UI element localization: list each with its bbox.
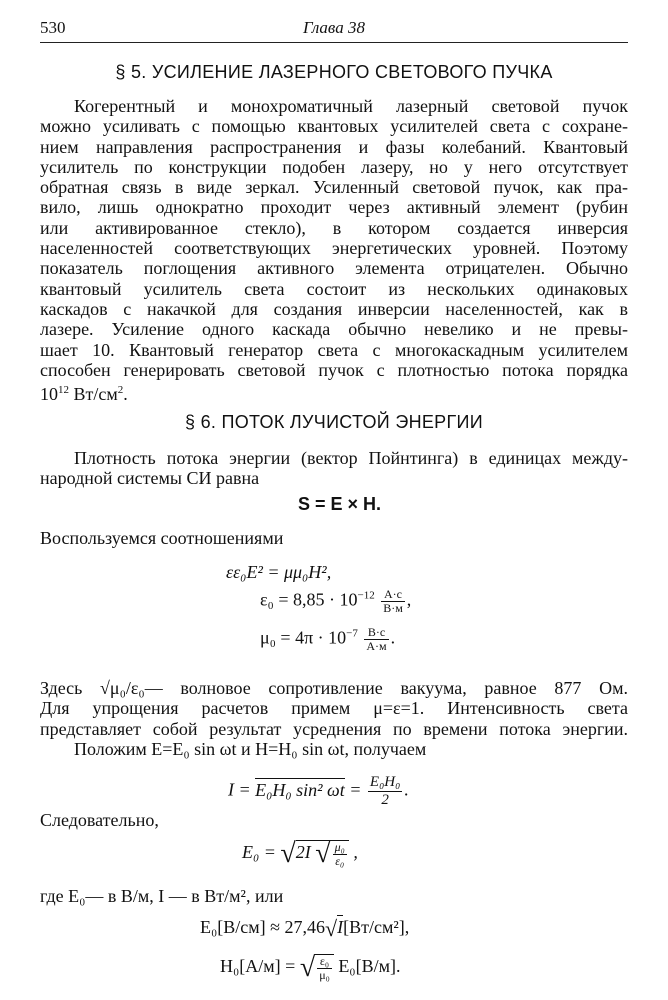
text-line: можно усиливать с помощью квантовых усилителей света с сохране- bbox=[40, 116, 628, 137]
text-line: $10^{12}$ $Вт/см^2$. bbox=[40, 384, 128, 405]
time-average-bar: E₀H₀ sin² ωt bbox=[255, 779, 345, 800]
section-5-paragraph bbox=[40, 96, 628, 404]
formula-energy-balance: εε₀E² = μμ₀H², bbox=[226, 562, 332, 582]
text-line: обратная связь в виде зеркал. Усиленный световой пучок, как пра- bbox=[40, 177, 628, 198]
text-line: Плотность потока энергии (вектор Пойнтинга) в единицах между- bbox=[74, 448, 628, 468]
relations-lead: Воспользуемся соотношениями bbox=[40, 528, 284, 548]
text-line: шает 10. Квантовый генератор света с многокаскадным усилителем bbox=[40, 339, 628, 360]
text-line: Для упрощения расчетов примем μ=ε=1. Интенсивность света bbox=[40, 698, 628, 719]
sqrt-sign: √ bbox=[325, 916, 338, 941]
text-line: каскадов с накачкой для создания инверсии населенностей, как в bbox=[40, 298, 628, 319]
unit-fraction: $\frac{А\cdot с}{В\cdot м}$ bbox=[383, 587, 403, 615]
sqrt-sign: √ bbox=[299, 952, 316, 983]
text-line: способен генерировать световой пучок с плотностью потока порядка bbox=[40, 359, 628, 380]
book-page bbox=[40, 18, 628, 983]
formula-intensity: I = E₀H₀ sin² ωt = $\frac{\text{E₀H₀}}{2}$ . bbox=[228, 774, 409, 808]
text-line: лазере. Усиление одного каскада обычно невелико и не превы- bbox=[40, 319, 628, 340]
formula-fraction: $\frac{\text{μ₀}}{\text{ε₀}}$ bbox=[334, 839, 345, 868]
section-5-title: § 5. УСИЛЕНИЕ ЛАЗЕРНОГО СВЕТОВОГО ПУЧКА bbox=[115, 62, 553, 82]
hence-line: Следовательно, bbox=[40, 810, 159, 830]
text-line: квантовый усилитель света состоит из нескольких одинаковых bbox=[40, 278, 628, 299]
section-6-intro bbox=[40, 448, 628, 489]
text-line: представляет собой результат усреднения по времени потока энергии. bbox=[40, 718, 628, 739]
text-line: населенностей соответствующих энергетических уровней. Поэтому bbox=[40, 238, 628, 259]
text-line: Здесь √μ₀/ε₀— волновое сопротивление вакуума, равное 877 Ом. bbox=[40, 678, 628, 698]
chapter-title: Глава 38 bbox=[303, 18, 365, 37]
text-line: Когерентный и монохроматичный лазерный световой пучок bbox=[74, 96, 628, 116]
units-line: где E₀— в В/м, I — в Вт/м², или bbox=[40, 886, 284, 906]
poynting-formula: S = E × H. bbox=[298, 494, 382, 514]
formula-epsilon0: $\varepsilon_0 = 8,85 \cdot 10^{-12}$ $\frac{А\cdot с}{В\cdot м}$ , bbox=[260, 587, 412, 615]
text-line: нием направления распространения и фазы колебаний. Квантовый bbox=[40, 136, 628, 157]
text-line: Положим E=E₀ sin ωt и H=H₀ sin ωt, получаем bbox=[74, 738, 427, 759]
sqrt-sign: √ bbox=[315, 838, 331, 869]
text-line: усилитель по конструкции подобен лазеру, но у него отсутствует bbox=[40, 156, 628, 177]
text-line: народной системы СИ равна bbox=[40, 468, 260, 489]
formula-mu0: $\mu_0 = 4\pi \cdot 10^{-7}$ $\frac{В\cdot с}{А\cdot м}$ . bbox=[260, 625, 396, 653]
page-number: 530 bbox=[40, 18, 66, 37]
formula-h0-practical: H₀[А/м] = √ $\frac{\text{ε₀}}{\text{μ₀}}$ E₀[В/м]. bbox=[220, 952, 401, 983]
section-6-title: § 6. ПОТОК ЛУЧИСТОЙ ЭНЕРГИИ bbox=[184, 412, 484, 432]
unit-fraction: $\frac{В\cdot с}{А\cdot м}$ bbox=[366, 625, 387, 653]
section-6-explanation bbox=[40, 678, 628, 759]
formula-fraction: $\frac{\text{E₀H₀}}{2}$ bbox=[369, 774, 401, 808]
text-line: вило, лишь однократно проходит через активный элемент (рубин bbox=[40, 197, 628, 218]
formula-fraction: $\frac{\text{ε₀}}{\text{μ₀}}$ bbox=[319, 953, 330, 982]
formula-e0: E₀ = √2I √ $\frac{\text{μ₀}}{\text{ε₀}}$ , bbox=[242, 838, 358, 869]
sqrt-sign: √ bbox=[280, 838, 296, 869]
header-rule bbox=[40, 42, 628, 43]
formula-e0-practical: E₀[В/см] ≈ 27,46√I[Вт/см²], bbox=[200, 916, 410, 941]
running-header bbox=[40, 18, 628, 40]
text-line: или активированное стекло), в котором создается инверсия bbox=[40, 217, 628, 238]
text-line: показатель поглощения активного элемента отрицателен. Обычно bbox=[40, 258, 628, 279]
